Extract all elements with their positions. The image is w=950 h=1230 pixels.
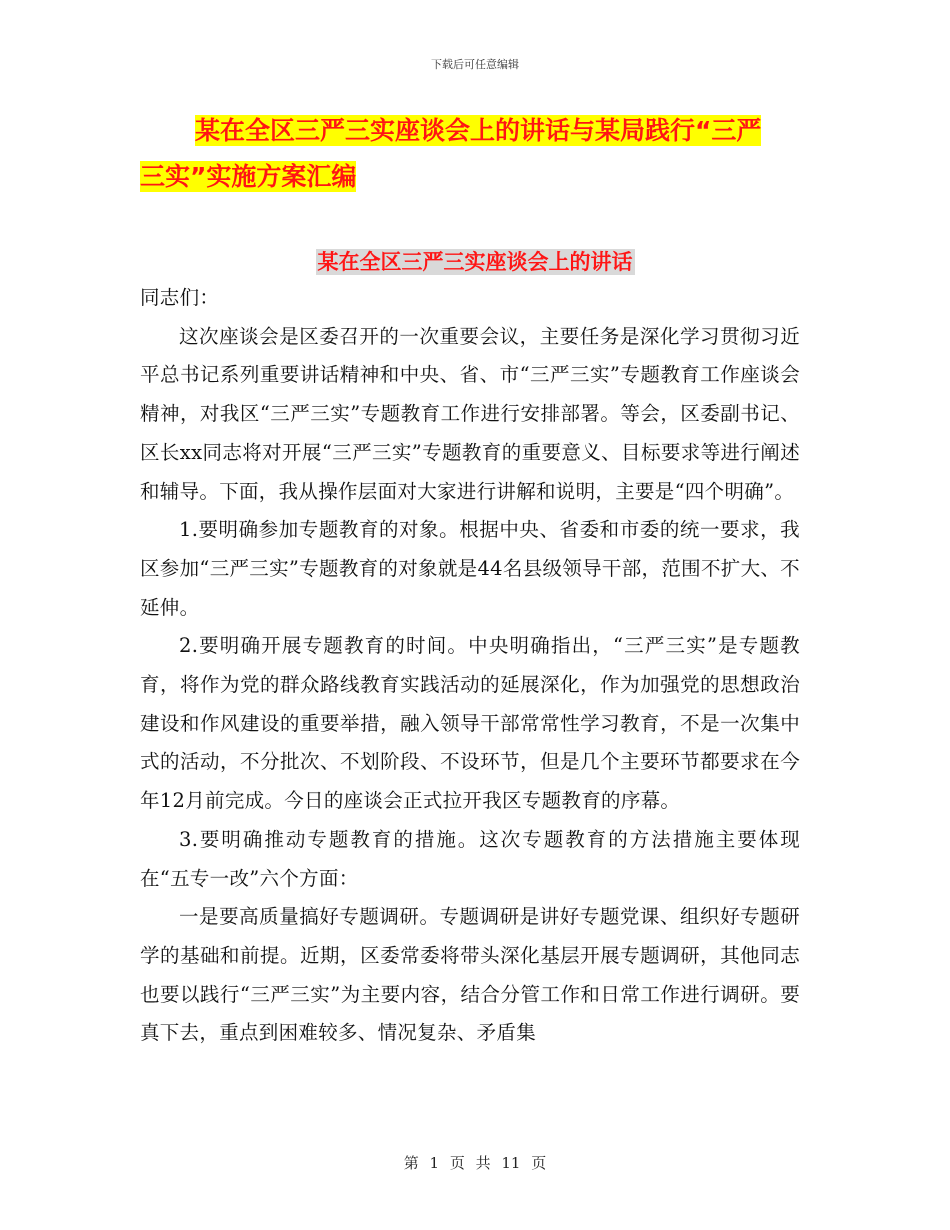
paragraph-intro: 这次座谈会是区委召开的一次重要会议，主要任务是深化学习贯彻习近平总书记系列重要讲话精神和中央、省、市“三严三实”专题教育工作座谈会精神，对我区“三严三实”专题教育工作进行安排部署。等会，区委副书记、区长xx同志将对开展“三严三实”专题教育的重要意义、目标要求等进行阐述和辅导。下面，我从操作层面对大家进行讲解和说明，主要是“四个明确”。	[140, 324, 800, 503]
main-title-line-1-text: 某在全区三严三实座谈会上的讲话与某局践行“三严	[195, 116, 762, 145]
page-number-footer: 第 1 页 共 11 页	[403, 1154, 547, 1172]
paragraph-sub-item-1: 一是要高质量搞好专题调研。专题调研是讲好专题党课、组织好专题研学的基础和前提。近期，区委常委将带头深化基层开展专题调研，其他同志也要以践行“三严三实”为主要内容，结合分管工作和日常工作进行调研。要真下去，重点到困难较多、情况复杂、矛盾集	[140, 905, 800, 1045]
body-text	[140, 279, 800, 1053]
main-title-line-2	[140, 150, 820, 204]
main-title-line-2-text: 三实”实施方案汇编	[140, 162, 357, 191]
paragraph-item-3: 3.要明确推动专题教育的措施。这次专题教育的方法措施主要体现在“五专一改”六个方面：	[140, 827, 800, 890]
paragraph-item-2: 2.要明确开展专题教育的时间。中央明确指出，“三严三实”是专题教育，将作为党的群众路线教育实践活动的延展深化，作为加强党的思想政治建设和作风建设的重要举措，融入领导干部常常性学习教育，不是一次集中式的活动，不分批次、不划阶段、不设环节，但是几个主要环节都要求在今年12月前完成。今日的座谈会正式拉开我区专题教育的序幕。	[140, 634, 800, 813]
paragraph-item-1: 1.要明确参加专题教育的对象。根据中央、省委和市委的统一要求，我区参加“三严三实”专题教育的对象就是44名县级领导干部，范围不扩大、不延伸。	[140, 518, 800, 619]
section-title-text: 某在全区三严三实座谈会上的讲话	[317, 250, 633, 274]
salutation: 同志们：	[140, 286, 220, 309]
header-note: 下载后可任意编辑	[431, 58, 519, 71]
